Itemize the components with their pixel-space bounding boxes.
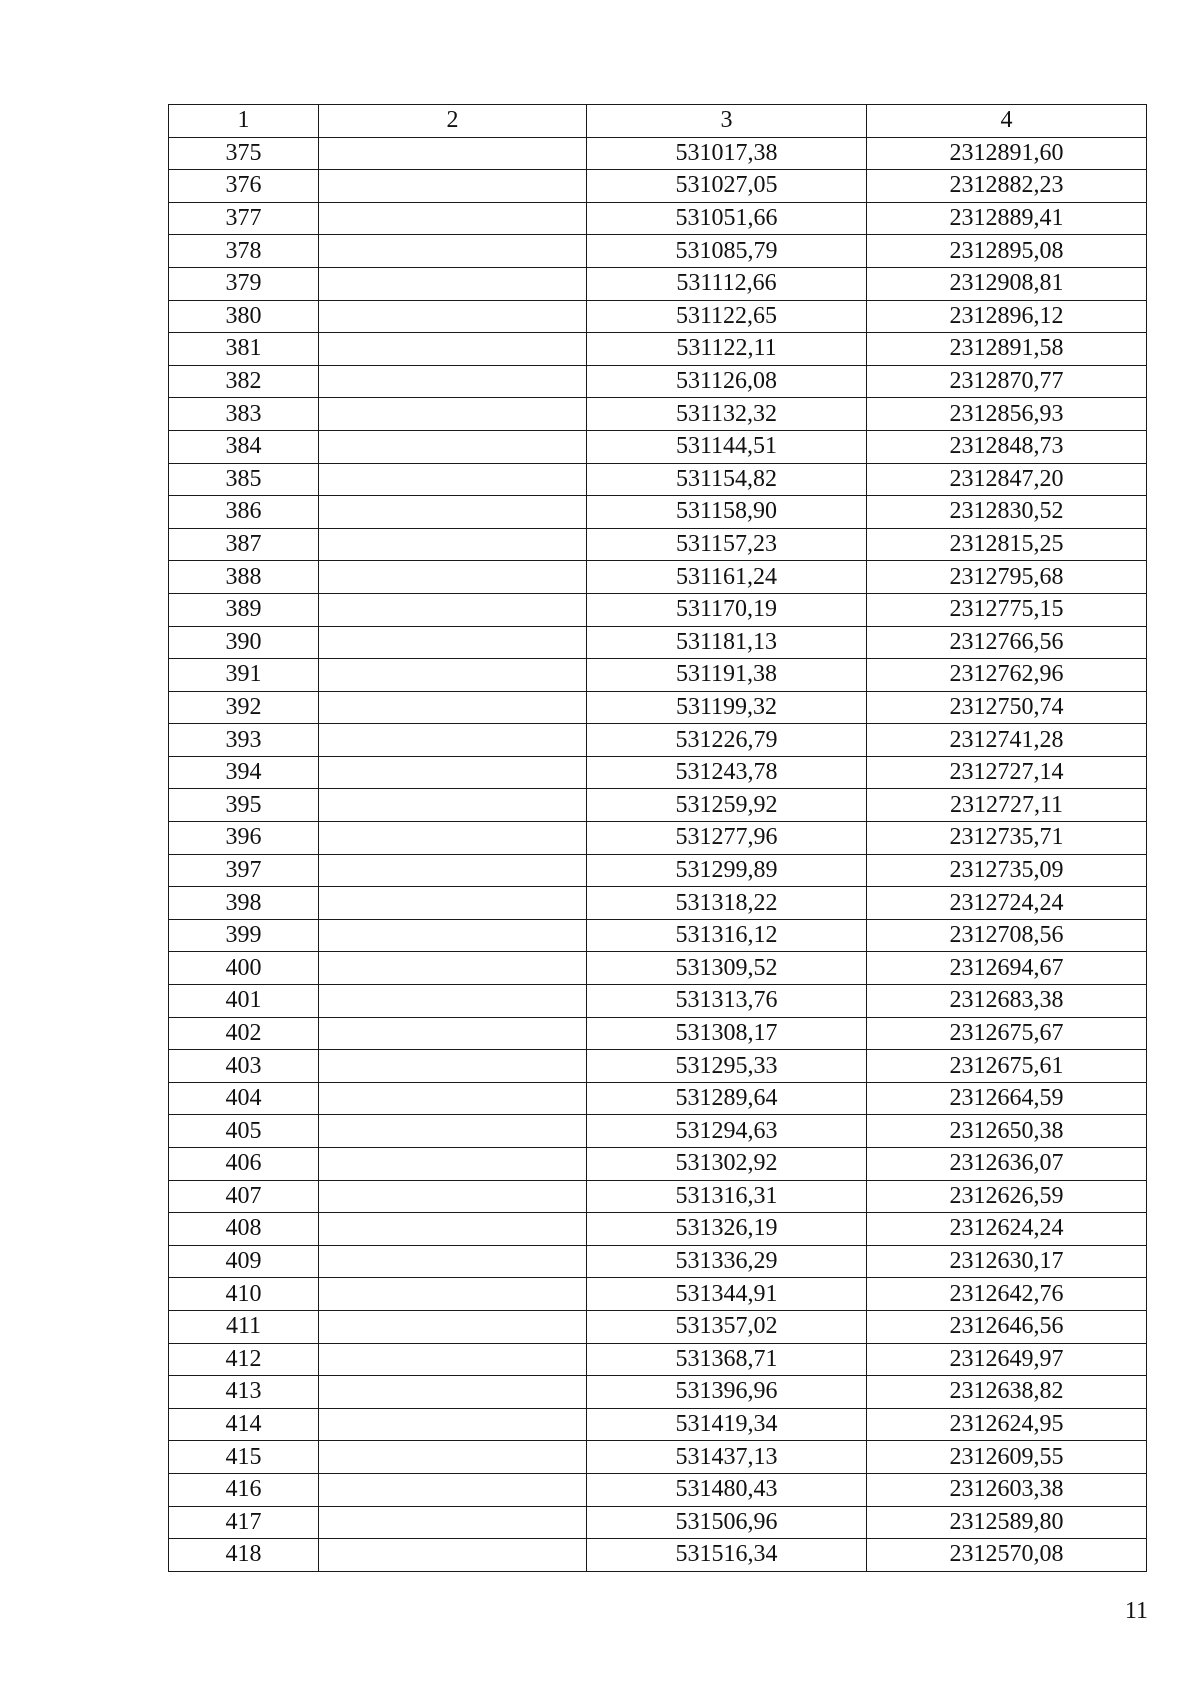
point-number-cell: 395 [169, 789, 319, 822]
x-coordinate-cell: 531313,76 [587, 985, 867, 1018]
name-cell [319, 854, 587, 887]
point-number-cell: 400 [169, 952, 319, 985]
x-coordinate-cell: 531122,11 [587, 333, 867, 366]
name-cell [319, 137, 587, 170]
x-coordinate-cell: 531122,65 [587, 300, 867, 333]
table-row [169, 1017, 1147, 1050]
point-number-cell: 405 [169, 1115, 319, 1148]
name-cell [319, 496, 587, 529]
y-coordinate-cell: 2312741,28 [867, 724, 1147, 757]
y-coordinate-cell: 2312891,60 [867, 137, 1147, 170]
point-number-cell: 404 [169, 1082, 319, 1115]
y-coordinate-cell: 2312708,56 [867, 919, 1147, 952]
point-number-cell: 410 [169, 1278, 319, 1311]
x-coordinate-cell: 531316,31 [587, 1180, 867, 1213]
point-number-cell: 401 [169, 985, 319, 1018]
y-coordinate-cell: 2312795,68 [867, 561, 1147, 594]
y-coordinate-cell: 2312735,71 [867, 822, 1147, 855]
x-coordinate-cell: 531181,13 [587, 626, 867, 659]
table-row [169, 137, 1147, 170]
table-row [169, 496, 1147, 529]
name-cell [319, 1245, 587, 1278]
point-number-cell: 380 [169, 300, 319, 333]
name-cell [319, 267, 587, 300]
point-number-cell: 386 [169, 496, 319, 529]
point-number-cell: 411 [169, 1310, 319, 1343]
x-coordinate-cell: 531336,29 [587, 1245, 867, 1278]
x-coordinate-cell: 531368,71 [587, 1343, 867, 1376]
point-number-cell: 409 [169, 1245, 319, 1278]
x-coordinate-cell: 531226,79 [587, 724, 867, 757]
y-coordinate-cell: 2312630,17 [867, 1245, 1147, 1278]
name-cell [319, 365, 587, 398]
name-cell [319, 1343, 587, 1376]
point-number-cell: 383 [169, 398, 319, 431]
point-number-cell: 396 [169, 822, 319, 855]
point-number-cell: 377 [169, 202, 319, 235]
y-coordinate-cell: 2312724,24 [867, 887, 1147, 920]
y-coordinate-cell: 2312762,96 [867, 659, 1147, 692]
table-body [169, 137, 1147, 1571]
y-coordinate-cell: 2312848,73 [867, 430, 1147, 463]
y-coordinate-cell: 2312649,97 [867, 1343, 1147, 1376]
point-number-cell: 391 [169, 659, 319, 692]
name-cell [319, 724, 587, 757]
name-cell [319, 1408, 587, 1441]
x-coordinate-cell: 531170,19 [587, 593, 867, 626]
x-coordinate-cell: 531289,64 [587, 1082, 867, 1115]
point-number-cell: 408 [169, 1213, 319, 1246]
point-number-cell: 397 [169, 854, 319, 887]
x-coordinate-cell: 531295,33 [587, 1050, 867, 1083]
table-row [169, 1213, 1147, 1246]
x-coordinate-cell: 531112,66 [587, 267, 867, 300]
x-coordinate-cell: 531316,12 [587, 919, 867, 952]
y-coordinate-cell: 2312895,08 [867, 235, 1147, 268]
x-coordinate-cell: 531516,34 [587, 1539, 867, 1572]
coordinate-table-container [168, 104, 1146, 1572]
y-coordinate-cell: 2312882,23 [867, 170, 1147, 203]
table-row [169, 463, 1147, 496]
table-row [169, 398, 1147, 431]
table-row [169, 333, 1147, 366]
y-coordinate-cell: 2312624,95 [867, 1408, 1147, 1441]
name-cell [319, 1506, 587, 1539]
point-number-cell: 418 [169, 1539, 319, 1572]
y-coordinate-cell: 2312896,12 [867, 300, 1147, 333]
name-cell [319, 1376, 587, 1409]
table-row [169, 1278, 1147, 1311]
point-number-cell: 415 [169, 1441, 319, 1474]
y-coordinate-cell: 2312891,58 [867, 333, 1147, 366]
name-cell [319, 398, 587, 431]
x-coordinate-cell: 531157,23 [587, 528, 867, 561]
table-row [169, 1180, 1147, 1213]
y-coordinate-cell: 2312603,38 [867, 1473, 1147, 1506]
point-number-cell: 417 [169, 1506, 319, 1539]
x-coordinate-cell: 531085,79 [587, 235, 867, 268]
table-row [169, 430, 1147, 463]
table-row [169, 1408, 1147, 1441]
x-coordinate-cell: 531158,90 [587, 496, 867, 529]
x-coordinate-cell: 531243,78 [587, 756, 867, 789]
table-row [169, 300, 1147, 333]
x-coordinate-cell: 531299,89 [587, 854, 867, 887]
x-coordinate-cell: 531191,38 [587, 659, 867, 692]
table-row [169, 1245, 1147, 1278]
point-number-cell: 392 [169, 691, 319, 724]
name-cell [319, 463, 587, 496]
point-number-cell: 390 [169, 626, 319, 659]
x-coordinate-cell: 531017,38 [587, 137, 867, 170]
name-cell [319, 1148, 587, 1181]
name-cell [319, 333, 587, 366]
point-number-cell: 407 [169, 1180, 319, 1213]
point-number-cell: 412 [169, 1343, 319, 1376]
table-row [169, 1441, 1147, 1474]
table-row [169, 1082, 1147, 1115]
y-coordinate-cell: 2312889,41 [867, 202, 1147, 235]
x-coordinate-cell: 531259,92 [587, 789, 867, 822]
y-coordinate-cell: 2312694,67 [867, 952, 1147, 985]
name-cell [319, 1082, 587, 1115]
name-cell [319, 1115, 587, 1148]
name-cell [319, 1278, 587, 1311]
x-coordinate-cell: 531437,13 [587, 1441, 867, 1474]
name-cell [319, 528, 587, 561]
table-row [169, 659, 1147, 692]
y-coordinate-cell: 2312642,76 [867, 1278, 1147, 1311]
table-row [169, 724, 1147, 757]
x-coordinate-cell: 531051,66 [587, 202, 867, 235]
name-cell [319, 170, 587, 203]
table-row [169, 1506, 1147, 1539]
y-coordinate-cell: 2312735,09 [867, 854, 1147, 887]
point-number-cell: 378 [169, 235, 319, 268]
x-coordinate-cell: 531199,32 [587, 691, 867, 724]
point-number-cell: 393 [169, 724, 319, 757]
name-cell [319, 985, 587, 1018]
x-coordinate-cell: 531396,96 [587, 1376, 867, 1409]
table-row [169, 1473, 1147, 1506]
name-cell [319, 300, 587, 333]
y-coordinate-cell: 2312650,38 [867, 1115, 1147, 1148]
table-row [169, 1376, 1147, 1409]
point-number-cell: 382 [169, 365, 319, 398]
y-coordinate-cell: 2312626,59 [867, 1180, 1147, 1213]
x-coordinate-cell: 531344,91 [587, 1278, 867, 1311]
y-coordinate-cell: 2312856,93 [867, 398, 1147, 431]
x-coordinate-cell: 531294,63 [587, 1115, 867, 1148]
point-number-cell: 398 [169, 887, 319, 920]
y-coordinate-cell: 2312570,08 [867, 1539, 1147, 1572]
name-cell [319, 1213, 587, 1246]
name-cell [319, 593, 587, 626]
x-coordinate-cell: 531318,22 [587, 887, 867, 920]
y-coordinate-cell: 2312636,07 [867, 1148, 1147, 1181]
name-cell [319, 202, 587, 235]
table-row [169, 528, 1147, 561]
table-row [169, 626, 1147, 659]
point-number-cell: 381 [169, 333, 319, 366]
x-coordinate-cell: 531161,24 [587, 561, 867, 594]
x-coordinate-cell: 531126,08 [587, 365, 867, 398]
name-cell [319, 1539, 587, 1572]
point-number-cell: 416 [169, 1473, 319, 1506]
coordinate-table [168, 104, 1147, 1572]
y-coordinate-cell: 2312675,67 [867, 1017, 1147, 1050]
page-number: 11 [1124, 1598, 1148, 1624]
y-coordinate-cell: 2312766,56 [867, 626, 1147, 659]
point-number-cell: 394 [169, 756, 319, 789]
point-number-cell: 389 [169, 593, 319, 626]
column-header-2: 2 [319, 105, 587, 138]
point-number-cell: 379 [169, 267, 319, 300]
y-coordinate-cell: 2312646,56 [867, 1310, 1147, 1343]
table-row [169, 854, 1147, 887]
point-number-cell: 414 [169, 1408, 319, 1441]
x-coordinate-cell: 531419,34 [587, 1408, 867, 1441]
y-coordinate-cell: 2312870,77 [867, 365, 1147, 398]
y-coordinate-cell: 2312775,15 [867, 593, 1147, 626]
name-cell [319, 1050, 587, 1083]
table-row [169, 593, 1147, 626]
point-number-cell: 399 [169, 919, 319, 952]
x-coordinate-cell: 531277,96 [587, 822, 867, 855]
name-cell [319, 887, 587, 920]
x-coordinate-cell: 531154,82 [587, 463, 867, 496]
name-cell [319, 1180, 587, 1213]
table-row [169, 1343, 1147, 1376]
name-cell [319, 789, 587, 822]
point-number-cell: 403 [169, 1050, 319, 1083]
y-coordinate-cell: 2312908,81 [867, 267, 1147, 300]
point-number-cell: 402 [169, 1017, 319, 1050]
table-row [169, 1539, 1147, 1572]
table-row [169, 267, 1147, 300]
table-row [169, 1050, 1147, 1083]
x-coordinate-cell: 531144,51 [587, 430, 867, 463]
table-row [169, 235, 1147, 268]
column-header-1: 1 [169, 105, 319, 138]
table-row [169, 1310, 1147, 1343]
x-coordinate-cell: 531309,52 [587, 952, 867, 985]
table-row [169, 691, 1147, 724]
table-header-row [169, 105, 1147, 138]
x-coordinate-cell: 531027,05 [587, 170, 867, 203]
table-row [169, 202, 1147, 235]
column-header-3: 3 [587, 105, 867, 138]
table-row [169, 756, 1147, 789]
name-cell [319, 430, 587, 463]
y-coordinate-cell: 2312675,61 [867, 1050, 1147, 1083]
table-row [169, 365, 1147, 398]
x-coordinate-cell: 531326,19 [587, 1213, 867, 1246]
name-cell [319, 235, 587, 268]
table-row [169, 1148, 1147, 1181]
point-number-cell: 375 [169, 137, 319, 170]
x-coordinate-cell: 531506,96 [587, 1506, 867, 1539]
name-cell [319, 659, 587, 692]
table-row [169, 919, 1147, 952]
table-row [169, 789, 1147, 822]
point-number-cell: 387 [169, 528, 319, 561]
column-header-4: 4 [867, 105, 1147, 138]
point-number-cell: 384 [169, 430, 319, 463]
name-cell [319, 919, 587, 952]
y-coordinate-cell: 2312609,55 [867, 1441, 1147, 1474]
name-cell [319, 822, 587, 855]
y-coordinate-cell: 2312847,20 [867, 463, 1147, 496]
table-row [169, 1115, 1147, 1148]
table-row [169, 170, 1147, 203]
name-cell [319, 626, 587, 659]
table-row [169, 887, 1147, 920]
y-coordinate-cell: 2312815,25 [867, 528, 1147, 561]
table-row [169, 952, 1147, 985]
point-number-cell: 376 [169, 170, 319, 203]
y-coordinate-cell: 2312727,11 [867, 789, 1147, 822]
name-cell [319, 756, 587, 789]
table-row [169, 561, 1147, 594]
table-row [169, 822, 1147, 855]
y-coordinate-cell: 2312624,24 [867, 1213, 1147, 1246]
x-coordinate-cell: 531480,43 [587, 1473, 867, 1506]
name-cell [319, 1473, 587, 1506]
point-number-cell: 406 [169, 1148, 319, 1181]
name-cell [319, 1017, 587, 1050]
x-coordinate-cell: 531357,02 [587, 1310, 867, 1343]
y-coordinate-cell: 2312727,14 [867, 756, 1147, 789]
y-coordinate-cell: 2312638,82 [867, 1376, 1147, 1409]
name-cell [319, 952, 587, 985]
name-cell [319, 1310, 587, 1343]
name-cell [319, 561, 587, 594]
name-cell [319, 1441, 587, 1474]
y-coordinate-cell: 2312830,52 [867, 496, 1147, 529]
table-row [169, 985, 1147, 1018]
point-number-cell: 388 [169, 561, 319, 594]
y-coordinate-cell: 2312664,59 [867, 1082, 1147, 1115]
x-coordinate-cell: 531132,32 [587, 398, 867, 431]
x-coordinate-cell: 531308,17 [587, 1017, 867, 1050]
y-coordinate-cell: 2312750,74 [867, 691, 1147, 724]
y-coordinate-cell: 2312589,80 [867, 1506, 1147, 1539]
point-number-cell: 385 [169, 463, 319, 496]
y-coordinate-cell: 2312683,38 [867, 985, 1147, 1018]
point-number-cell: 413 [169, 1376, 319, 1409]
x-coordinate-cell: 531302,92 [587, 1148, 867, 1181]
name-cell [319, 691, 587, 724]
